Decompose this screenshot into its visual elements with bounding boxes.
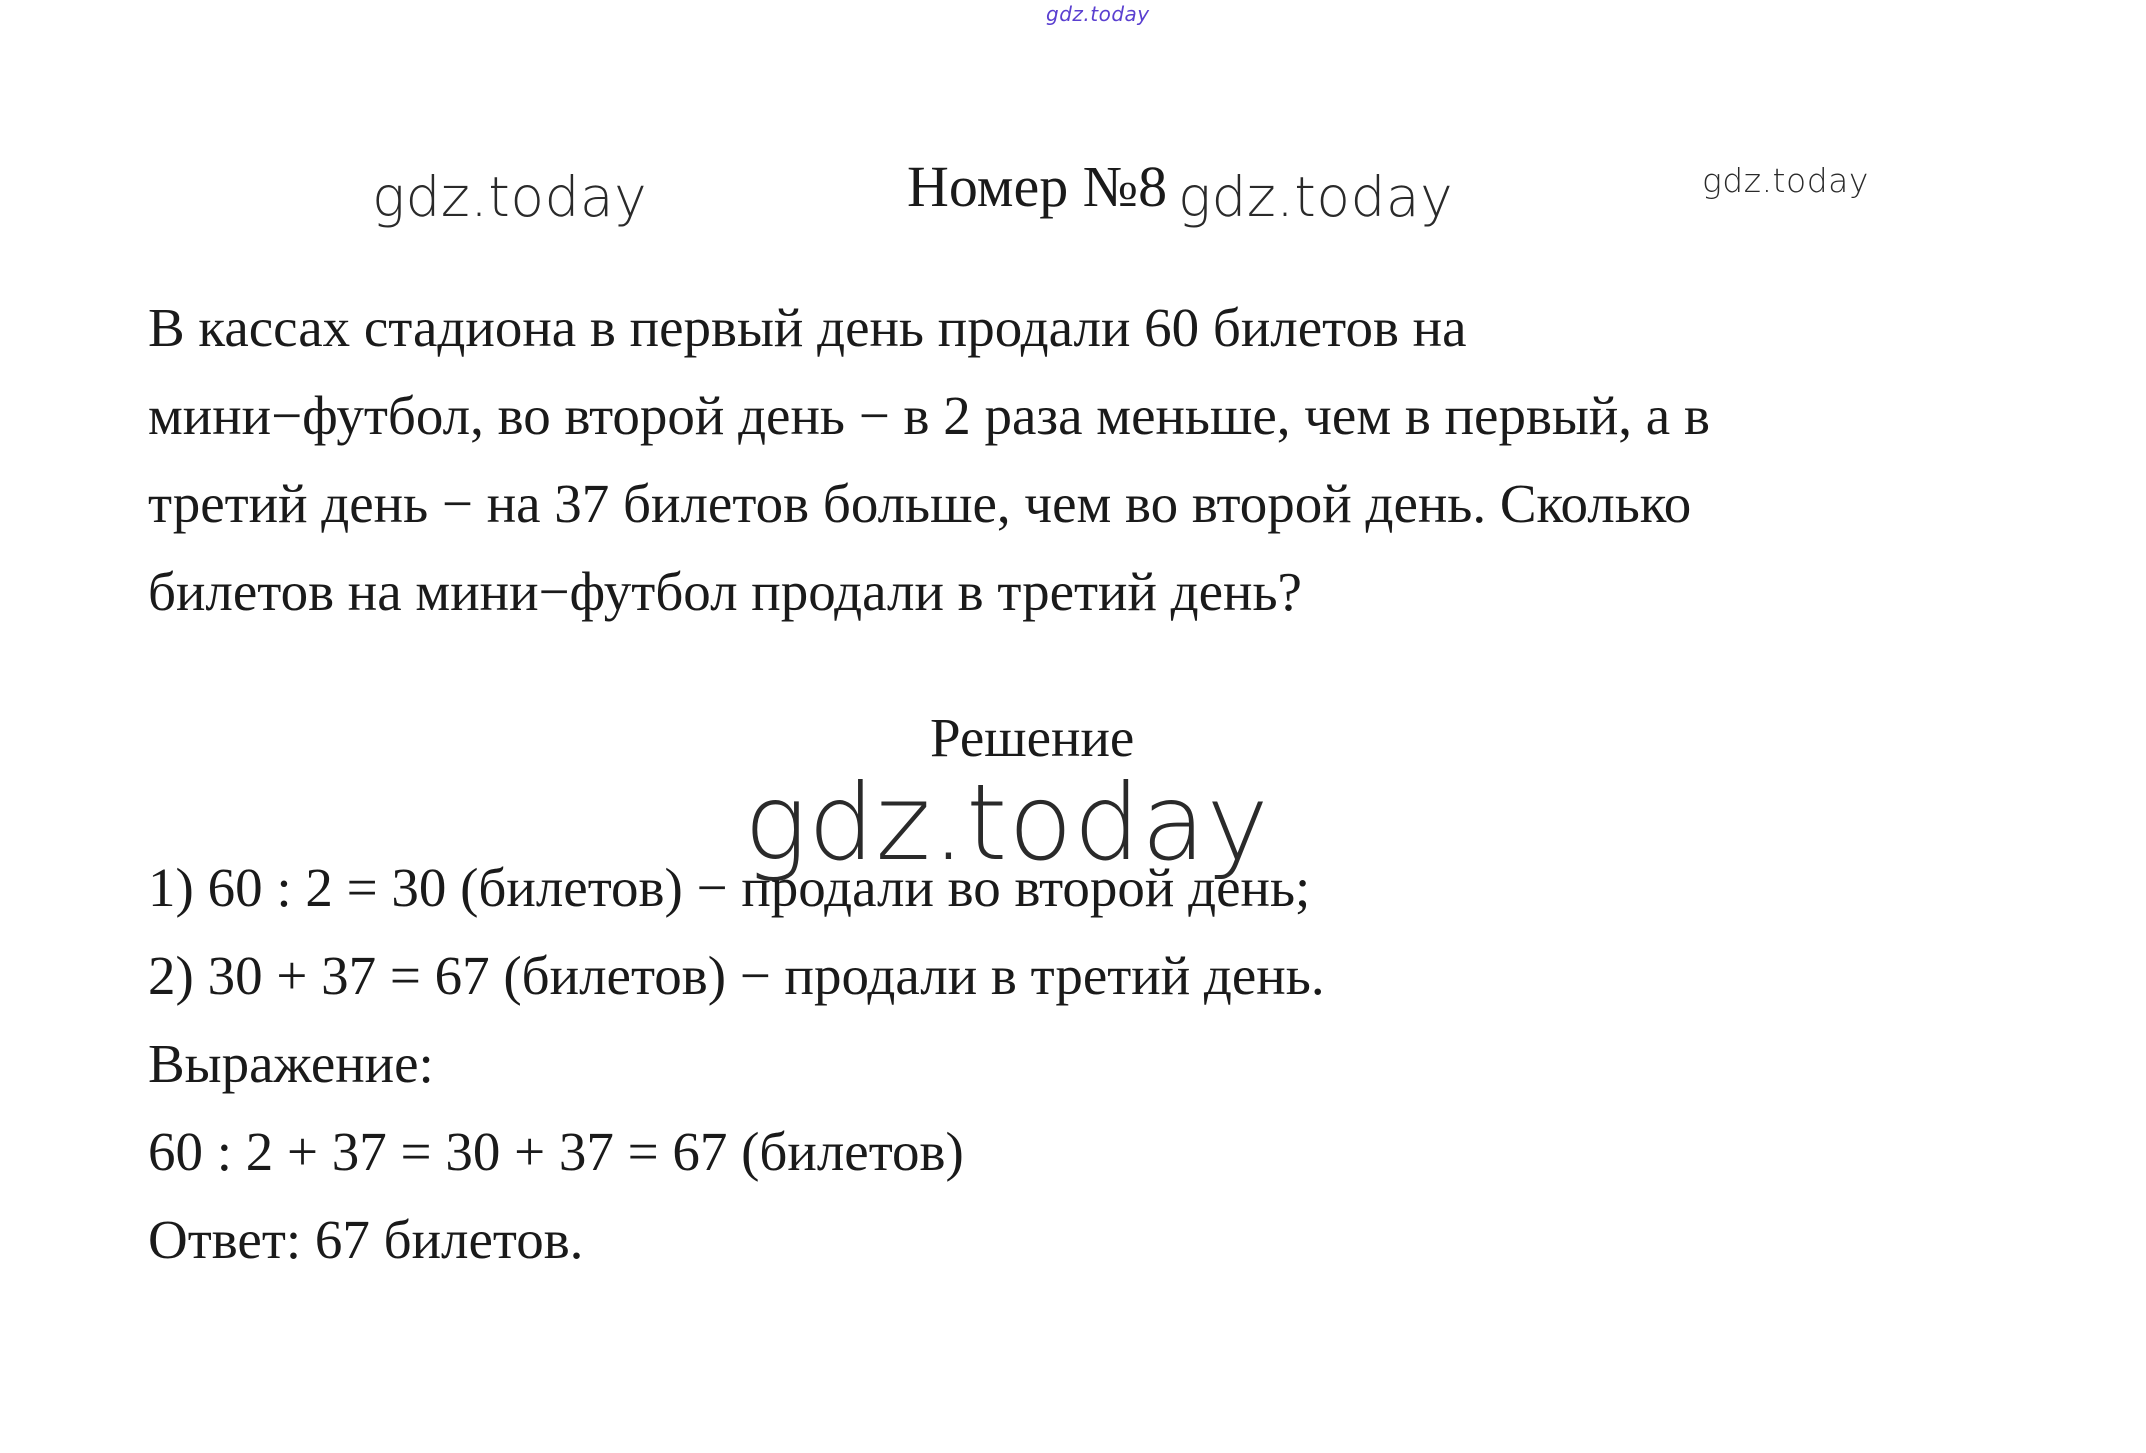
watermark-middle: gdz.today <box>1178 165 1454 229</box>
expression: 60 : 2 + 37 = 30 + 37 = 67 (билетов) <box>148 1121 964 1182</box>
watermark-left: gdz.today <box>372 165 648 229</box>
watermark-top: gdz.today <box>1046 2 1150 26</box>
solution-step-2: 2) 30 + 37 = 67 (билетов) − продали в третий день. <box>148 945 1325 1006</box>
answer: Ответ: 67 билетов. <box>148 1209 584 1270</box>
problem-line: билетов на мини−футбол продали в третий день? <box>148 561 1302 622</box>
page-title: Номер №8 <box>907 154 1168 219</box>
problem-line: В кассах стадиона в первый день продали 60 билетов на <box>148 297 1467 358</box>
problem-line: третий день − на 37 билетов больше, чем во второй день. Сколько <box>148 473 1692 534</box>
watermark-big: gdz.today <box>744 762 1270 884</box>
problem-line: мини−футбол, во второй день − в 2 раза меньше, чем в первый, а в <box>148 385 1710 446</box>
solution-step-1: 1) 60 : 2 = 30 (билетов) − продали во второй день; <box>148 857 1311 918</box>
solution-heading: Решение <box>930 707 1135 768</box>
expression-label: Выражение: <box>148 1033 434 1094</box>
watermark-right: gdz.today <box>1702 161 1869 200</box>
